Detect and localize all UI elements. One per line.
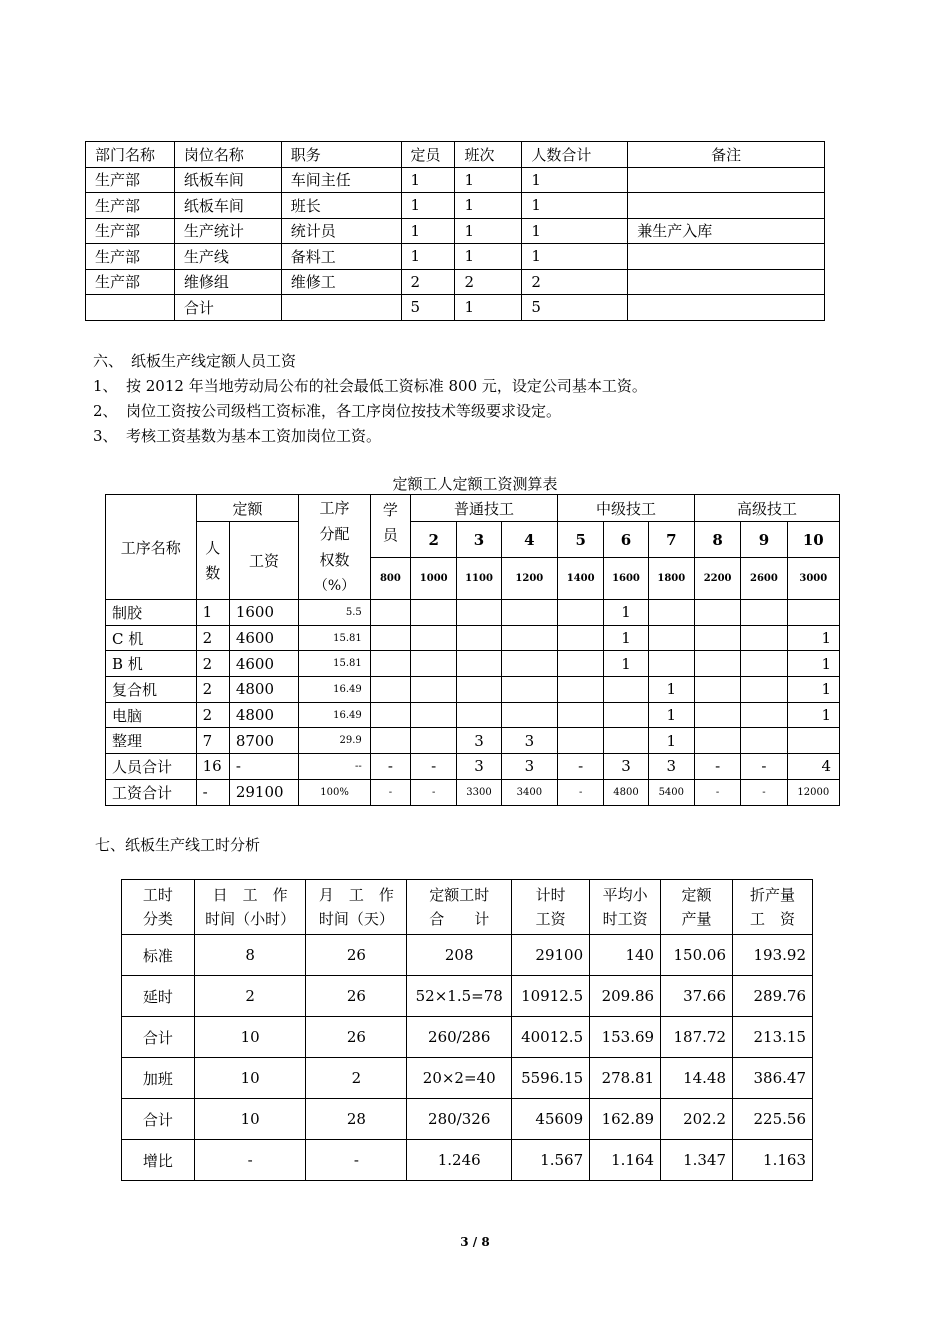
- staff-cell: 2: [522, 269, 628, 295]
- section-6-item-2: 2、 岗位工资按公司级档工资标准，各工序岗位按技术等级要求设定。: [93, 402, 562, 420]
- staff-cell: 1: [522, 193, 628, 219]
- hours-cell: 合计: [122, 1017, 195, 1058]
- level-count: 1: [648, 677, 694, 703]
- staff-cell: 5: [401, 295, 455, 321]
- hours-cell: 26: [306, 935, 407, 976]
- level-count: [370, 651, 410, 677]
- staff-cell: [628, 167, 825, 193]
- hours-cell: 28: [306, 1099, 407, 1140]
- staff-cell: 维修工: [281, 269, 401, 295]
- level-wage-header: 800: [370, 558, 410, 600]
- header-quota: 定额: [196, 495, 299, 522]
- hours-row: [122, 1058, 813, 1099]
- level-count: [558, 702, 604, 728]
- process-name: 人员合计: [106, 754, 197, 780]
- ratio-value: 100%: [299, 779, 370, 805]
- staff-cell: 2: [401, 269, 455, 295]
- staff-cell: 生产统计: [174, 218, 281, 244]
- hours-cell: 8: [194, 935, 306, 976]
- ratio-value: 15.81: [299, 625, 370, 651]
- level-count: [741, 702, 787, 728]
- level-count: 3: [501, 754, 557, 780]
- people-count: 1: [196, 600, 229, 626]
- hours-cell: 10: [194, 1017, 306, 1058]
- process-name: 工资合计: [106, 779, 197, 805]
- level-count: [501, 677, 557, 703]
- staff-cell: 生产部: [86, 193, 175, 219]
- hours-cell: 202.2: [661, 1099, 733, 1140]
- staff-header-cell: 定员: [401, 142, 455, 168]
- level-wage-header: 1800: [648, 558, 694, 600]
- hours-row: [122, 935, 813, 976]
- section-6-item-1: 1、 按 2012 年当地劳动局公布的社会最低工资标准 800 元，设定公司基本工资。: [93, 377, 647, 395]
- level-header: 4: [501, 522, 557, 558]
- hours-header-line: 工资: [535, 910, 566, 928]
- level-header: 5: [558, 522, 604, 558]
- level-count: [604, 702, 648, 728]
- hours-header-line: 时间（小时）: [205, 910, 296, 928]
- level-header: 9: [741, 522, 787, 558]
- people-count: 16: [196, 754, 229, 780]
- level-count: -: [741, 779, 787, 805]
- level-count: [741, 651, 787, 677]
- quota-wage: 4800: [229, 677, 298, 703]
- hours-header-line: 时间（天）: [318, 910, 394, 928]
- level-count: [558, 728, 604, 754]
- staff-cell: 生产部: [86, 269, 175, 295]
- level-count: [787, 600, 839, 626]
- staff-cell: 1: [522, 218, 628, 244]
- staff-row: [86, 244, 825, 270]
- hours-cell: 29100: [512, 935, 590, 976]
- hours-cell: 20×2=40: [407, 1058, 512, 1099]
- staff-cell: 1: [401, 193, 455, 219]
- level-count: [501, 600, 557, 626]
- staff-cell: [86, 295, 175, 321]
- hours-header-line: 定额: [681, 886, 712, 904]
- staff-cell: 1: [401, 244, 455, 270]
- staff-row: [86, 218, 825, 244]
- level-wage-header: 1000: [411, 558, 457, 600]
- level-count: [694, 625, 740, 651]
- staff-cell: 备料工: [281, 244, 401, 270]
- hours-cell: 2: [194, 976, 306, 1017]
- hours-cell: 14.48: [661, 1058, 733, 1099]
- level-count: [457, 677, 501, 703]
- level-count: 12000: [787, 779, 839, 805]
- people-count: -: [196, 779, 229, 805]
- wage-row: [106, 677, 840, 703]
- wage-row: [106, 651, 840, 677]
- hours-cell: -: [194, 1140, 306, 1181]
- process-name: 整理: [106, 728, 197, 754]
- hours-header-line: 分类: [142, 910, 173, 928]
- header-senior-tech: 高级技工: [694, 495, 839, 522]
- hours-cell: 208: [407, 935, 512, 976]
- level-count: 1: [787, 702, 839, 728]
- ratio-value: 16.49: [299, 677, 370, 703]
- staff-header-cell: 备注: [628, 142, 825, 168]
- hours-header-row: [122, 880, 813, 935]
- level-count: 1: [787, 651, 839, 677]
- hours-cell: 26: [306, 976, 407, 1017]
- level-count: [411, 728, 457, 754]
- level-count: [648, 600, 694, 626]
- people-count: 2: [196, 677, 229, 703]
- level-count: [741, 600, 787, 626]
- level-count: 1: [604, 625, 648, 651]
- level-count: 1: [648, 702, 694, 728]
- hours-cell: 386.47: [733, 1058, 813, 1099]
- hours-cell: 标准: [122, 935, 195, 976]
- hours-header-line: 日 工 作: [212, 886, 288, 904]
- quota-wage: 4600: [229, 625, 298, 651]
- hours-header-line: 工 资: [750, 910, 796, 928]
- level-count: [501, 702, 557, 728]
- level-count: [457, 625, 501, 651]
- wage-row: [106, 625, 840, 651]
- wage-row: [106, 754, 840, 780]
- process-name: 制胶: [106, 600, 197, 626]
- hours-header-cell: [733, 880, 813, 935]
- staff-cell: 2: [455, 269, 522, 295]
- header-mid-tech: 中级技工: [558, 495, 695, 522]
- staff-row: [86, 167, 825, 193]
- level-count: -: [558, 754, 604, 780]
- staff-cell: 生产部: [86, 244, 175, 270]
- level-count: -: [741, 754, 787, 780]
- level-count: [411, 625, 457, 651]
- hours-row: [122, 1140, 813, 1181]
- staff-cell: 5: [522, 295, 628, 321]
- staff-cell: 纸板车间: [174, 193, 281, 219]
- level-count: 4800: [604, 779, 648, 805]
- wage-row: [106, 779, 840, 805]
- staff-cell: 生产部: [86, 218, 175, 244]
- ratio-value: --: [299, 754, 370, 780]
- level-count: [370, 677, 410, 703]
- staff-header-row: [86, 142, 825, 168]
- level-count: [370, 625, 410, 651]
- section-7-title: 七、纸板生产线工时分析: [95, 836, 261, 854]
- level-wage-header: 1400: [558, 558, 604, 600]
- hours-cell: 45609: [512, 1099, 590, 1140]
- hours-cell: 52×1.5=78: [407, 976, 512, 1017]
- level-count: [694, 702, 740, 728]
- hours-cell: 加班: [122, 1058, 195, 1099]
- staff-cell: 统计员: [281, 218, 401, 244]
- staff-header-cell: 职务: [281, 142, 401, 168]
- hours-cell: 40012.5: [512, 1017, 590, 1058]
- level-count: 3: [501, 728, 557, 754]
- hours-cell: 193.92: [733, 935, 813, 976]
- level-count: 1: [604, 651, 648, 677]
- hours-cell: 合计: [122, 1099, 195, 1140]
- wage-row: [106, 600, 840, 626]
- staff-cell: [628, 269, 825, 295]
- staff-cell: [628, 295, 825, 321]
- hours-cell: 187.72: [661, 1017, 733, 1058]
- level-count: 3: [457, 754, 501, 780]
- header-people: 人 数: [196, 522, 229, 600]
- quota-wage: 8700: [229, 728, 298, 754]
- staff-cell: 1: [455, 295, 522, 321]
- hours-cell: 26: [306, 1017, 407, 1058]
- staff-header-cell: 班次: [455, 142, 522, 168]
- level-wage-header: 2200: [694, 558, 740, 600]
- hours-header-cell: [306, 880, 407, 935]
- section-6-item-3: 3、 考核工资基数为基本工资加岗位工资。: [93, 427, 382, 445]
- hours-header-line: 计时: [535, 886, 566, 904]
- level-count: 1: [604, 600, 648, 626]
- staff-cell: [628, 193, 825, 219]
- staff-cell: 车间主任: [281, 167, 401, 193]
- hours-cell: 1.567: [512, 1140, 590, 1181]
- people-count: 7: [196, 728, 229, 754]
- hours-cell: 10: [194, 1058, 306, 1099]
- staff-cell: [628, 244, 825, 270]
- hours-header-line: 折产量: [750, 886, 796, 904]
- level-count: [501, 651, 557, 677]
- level-count: 3400: [501, 779, 557, 805]
- people-count: 2: [196, 625, 229, 651]
- wage-row: [106, 728, 840, 754]
- hours-cell: 1.246: [407, 1140, 512, 1181]
- hours-header-cell: [122, 880, 195, 935]
- hours-header-line: 定额工时: [429, 886, 490, 904]
- hours-header-cell: [194, 880, 306, 935]
- level-count: [457, 600, 501, 626]
- level-count: [558, 651, 604, 677]
- level-count: [741, 728, 787, 754]
- level-count: 4: [787, 754, 839, 780]
- quota-wage: 4600: [229, 651, 298, 677]
- hours-header-line: 工时: [142, 886, 173, 904]
- level-count: [694, 600, 740, 626]
- level-count: 3: [648, 754, 694, 780]
- level-count: [558, 677, 604, 703]
- hours-header-cell: [512, 880, 590, 935]
- level-count: [648, 651, 694, 677]
- ratio-value: 15.81: [299, 651, 370, 677]
- staff-cell: 1: [455, 193, 522, 219]
- hours-header-line: 合 计: [429, 910, 490, 928]
- staff-row: [86, 193, 825, 219]
- process-name: 复合机: [106, 677, 197, 703]
- hours-cell: 289.76: [733, 976, 813, 1017]
- staff-cell: 维修组: [174, 269, 281, 295]
- level-count: -: [694, 779, 740, 805]
- hours-cell: 150.06: [661, 935, 733, 976]
- level-wage-header: 1200: [501, 558, 557, 600]
- hours-row: [122, 1099, 813, 1140]
- level-count: [411, 651, 457, 677]
- header-wage: 工资: [229, 522, 298, 600]
- hours-cell: 162.89: [590, 1099, 661, 1140]
- people-count: 2: [196, 651, 229, 677]
- staff-header-cell: 部门名称: [86, 142, 175, 168]
- staff-cell: 合计: [174, 295, 281, 321]
- hours-cell: 5596.15: [512, 1058, 590, 1099]
- hours-cell: 延时: [122, 976, 195, 1017]
- header-normal-tech: 普通技工: [411, 495, 558, 522]
- hours-cell: 225.56: [733, 1099, 813, 1140]
- staff-cell: 生产线: [174, 244, 281, 270]
- level-count: -: [558, 779, 604, 805]
- level-count: 5400: [648, 779, 694, 805]
- hours-header-line: 时工资: [602, 910, 648, 928]
- level-wage-header: 1600: [604, 558, 648, 600]
- level-count: [370, 728, 410, 754]
- staff-row: [86, 295, 825, 321]
- staff-cell: 1: [522, 167, 628, 193]
- level-count: [457, 651, 501, 677]
- section-6-title: 六、 纸板生产线定额人员工资: [93, 352, 297, 370]
- staff-cell: 1: [401, 218, 455, 244]
- level-count: [457, 702, 501, 728]
- level-wage-header: 1100: [457, 558, 501, 600]
- level-count: [411, 600, 457, 626]
- level-header: 8: [694, 522, 740, 558]
- hours-cell: 10912.5: [512, 976, 590, 1017]
- staff-table: [85, 141, 825, 321]
- staff-cell: 生产部: [86, 167, 175, 193]
- level-count: -: [411, 779, 457, 805]
- level-header: 2: [411, 522, 457, 558]
- hours-cell: 209.86: [590, 976, 661, 1017]
- hours-table: [121, 879, 813, 1181]
- level-count: [694, 728, 740, 754]
- hours-cell: 153.69: [590, 1017, 661, 1058]
- wage-table: [105, 494, 840, 806]
- level-header: 10: [787, 522, 839, 558]
- hours-cell: 280/326: [407, 1099, 512, 1140]
- hours-header-cell: [590, 880, 661, 935]
- level-count: [694, 651, 740, 677]
- level-count: [741, 625, 787, 651]
- hours-cell: -: [306, 1140, 407, 1181]
- staff-header-cell: 岗位名称: [174, 142, 281, 168]
- ratio-value: 29.9: [299, 728, 370, 754]
- process-name: C 机: [106, 625, 197, 651]
- level-count: [370, 600, 410, 626]
- hours-cell: 260/286: [407, 1017, 512, 1058]
- quota-wage: 4800: [229, 702, 298, 728]
- hours-cell: 10: [194, 1099, 306, 1140]
- quota-wage: -: [229, 754, 298, 780]
- level-count: -: [411, 754, 457, 780]
- level-count: 3: [457, 728, 501, 754]
- level-count: [411, 677, 457, 703]
- staff-cell: 1: [455, 218, 522, 244]
- level-wage-header: 3000: [787, 558, 839, 600]
- header-apprentice: 学 员: [370, 495, 410, 558]
- level-count: 1: [787, 677, 839, 703]
- level-count: [787, 728, 839, 754]
- people-count: 2: [196, 702, 229, 728]
- level-count: [558, 625, 604, 651]
- level-header: 6: [604, 522, 648, 558]
- level-header: 3: [457, 522, 501, 558]
- level-count: 3: [604, 754, 648, 780]
- staff-cell: 1: [455, 244, 522, 270]
- hours-cell: 1.163: [733, 1140, 813, 1181]
- staff-cell: 1: [401, 167, 455, 193]
- level-count: 1: [787, 625, 839, 651]
- level-header: 7: [648, 522, 694, 558]
- level-count: [741, 677, 787, 703]
- hours-cell: 1.347: [661, 1140, 733, 1181]
- hours-row: [122, 1017, 813, 1058]
- level-count: -: [370, 754, 410, 780]
- staff-cell: 兼生产入库: [628, 218, 825, 244]
- wage-row: [106, 702, 840, 728]
- staff-cell: [281, 295, 401, 321]
- staff-row: [86, 269, 825, 295]
- level-count: -: [370, 779, 410, 805]
- hours-cell: 213.15: [733, 1017, 813, 1058]
- level-count: [411, 702, 457, 728]
- level-count: [694, 677, 740, 703]
- hours-header-cell: [661, 880, 733, 935]
- header-process-name: 工序名称: [106, 495, 197, 600]
- staff-cell: 班长: [281, 193, 401, 219]
- staff-header-cell: 人数合计: [522, 142, 628, 168]
- page-number: 3 / 8: [460, 1235, 490, 1249]
- level-count: [604, 677, 648, 703]
- hours-cell: 278.81: [590, 1058, 661, 1099]
- hours-header-line: 平均小: [602, 886, 648, 904]
- staff-cell: 1: [522, 244, 628, 270]
- level-count: [648, 625, 694, 651]
- hours-row: [122, 976, 813, 1017]
- hours-header-line: 月 工 作: [318, 886, 394, 904]
- hours-header-line: 产量: [681, 910, 712, 928]
- staff-cell: 1: [455, 167, 522, 193]
- level-count: [370, 702, 410, 728]
- hours-cell: 1.164: [590, 1140, 661, 1181]
- level-wage-header: 2600: [741, 558, 787, 600]
- process-name: B 机: [106, 651, 197, 677]
- quota-wage: 1600: [229, 600, 298, 626]
- level-count: [604, 728, 648, 754]
- header-ratio: 工序 分配 权数 （%）: [299, 495, 370, 600]
- hours-cell: 增比: [122, 1140, 195, 1181]
- ratio-value: 16.49: [299, 702, 370, 728]
- level-count: 1: [648, 728, 694, 754]
- level-count: -: [694, 754, 740, 780]
- level-count: 3300: [457, 779, 501, 805]
- wage-table-caption: 定额工人定额工资测算表: [392, 475, 558, 493]
- quota-wage: 29100: [229, 779, 298, 805]
- hours-header-cell: [407, 880, 512, 935]
- ratio-value: 5.5: [299, 600, 370, 626]
- hours-cell: 2: [306, 1058, 407, 1099]
- hours-cell: 140: [590, 935, 661, 976]
- staff-cell: 纸板车间: [174, 167, 281, 193]
- hours-cell: 37.66: [661, 976, 733, 1017]
- level-count: [501, 625, 557, 651]
- process-name: 电脑: [106, 702, 197, 728]
- level-count: [558, 600, 604, 626]
